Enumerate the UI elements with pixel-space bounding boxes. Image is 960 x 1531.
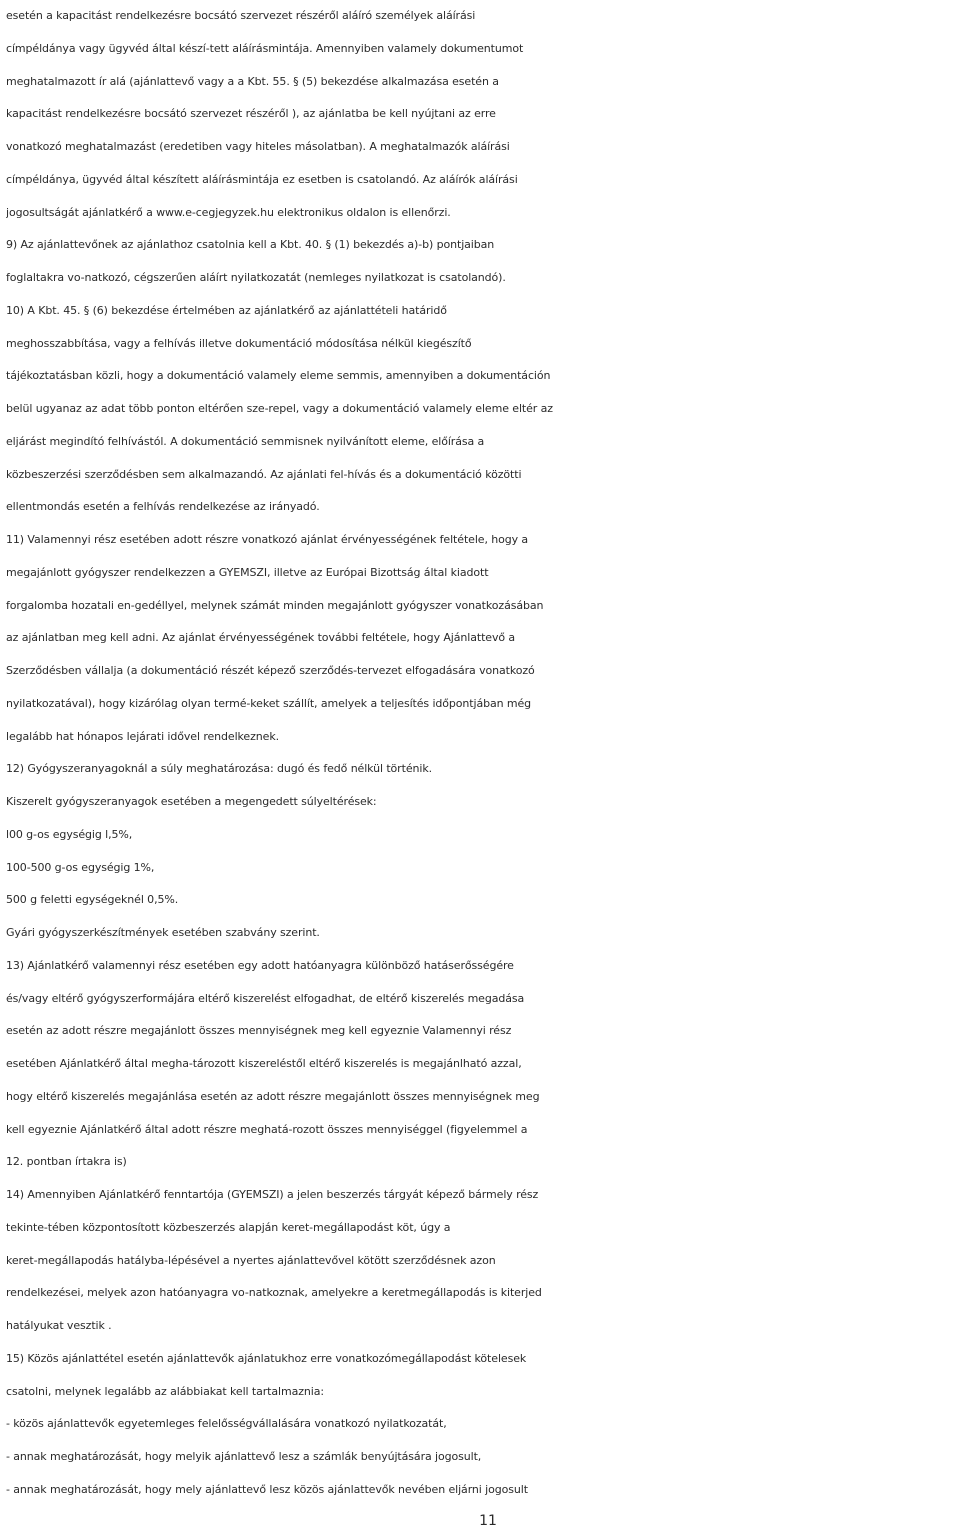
text-line: címpéldánya vagy ügyvéd által készí-tett aláírásmintája. Amennyiben valamely dokumentumot bbox=[6, 41, 524, 55]
text-line: címpéldánya, ügyvéd által készített aláírásmintája ez esetben is csatolandó. Az aláírók aláírási bbox=[6, 172, 518, 186]
text-line: csatolni, melynek legalább az alábbiakat kell tartalmaznia: bbox=[6, 1384, 324, 1398]
text-line: 13) Ajánlatkérő valamennyi rész esetében egy adott hatóanyagra különböző hatáserősségére bbox=[6, 958, 514, 972]
text-line: 100-500 g-os egységig 1%, bbox=[6, 860, 155, 874]
text-line: rendelkezései, melyek azon hatóanyagra vo-natkoznak, amelyekre a keretmegállapodás is kiterjed bbox=[6, 1286, 542, 1300]
text-line: 9) Az ajánlattevőnek az ajánlathoz csatolnia kell a Kbt. 40. § (1) bekezdés a)-b) pontjaiban bbox=[6, 238, 495, 252]
text-line: - annak meghatározását, hogy melyik ajánlattevő lesz a számlák benyújtására jogosult, bbox=[6, 1450, 482, 1463]
text-line: ellentmondás esetén a felhívás rendelkezése az irányadó. bbox=[6, 500, 320, 514]
text-line: Szerződésben vállalja (a dokumentáció részét képező szerződés-tervezet elfogadására vonatkozó bbox=[6, 664, 535, 677]
text-line: nyilatkozatával), hogy kizárólag olyan termé-keket szállít, amelyek a teljesítés időpontjában még bbox=[6, 696, 532, 710]
text-line: esetében Ajánlatkérő által megha-tározott kiszereléstől eltérő kiszerelés is megajánlható azzal, bbox=[6, 1057, 522, 1070]
text-line: kapacitást rendelkezésre bocsátó szervezet részéről ), az ajánlatba be kell nyújtani az erre bbox=[6, 107, 496, 121]
document-body bbox=[6, 0, 956, 1507]
page-number: 11 bbox=[479, 1513, 497, 1529]
text-line: esetén a kapacitást rendelkezésre bocsátó szervezet részéről aláíró személyek aláírási bbox=[6, 9, 476, 22]
text-line: közbeszerzési szerződésben sem alkalmazandó. Az ajánlati fel-hívás és a dokumentáció közötti bbox=[6, 467, 522, 481]
text-line: Gyári gyógyszerkészítmények esetében szabvány szerint. bbox=[6, 926, 320, 939]
text-line: 12. pontban írtakra is) bbox=[6, 1155, 127, 1169]
text-line: 12) Gyógyszeranyagoknál a súly meghatározása: dugó és fedő nélkül történik. bbox=[6, 762, 432, 776]
text-line: 11) Valamennyi rész esetében adott részre vonatkozó ajánlat érvényességének feltétele, hogy a bbox=[6, 533, 529, 546]
text-line: hatályukat vesztik . bbox=[6, 1319, 112, 1332]
text-line: forgalomba hozatali en-gedéllyel, melynek számát minden megajánlott gyógyszer vonatkozásában bbox=[6, 598, 544, 612]
text-line: 14) Amennyiben Ajánlatkérő fenntartója (GYEMSZI) a jelen beszerzés tárgyát képező bármely rész bbox=[6, 1188, 539, 1201]
text-line: kell egyeznie Ajánlatkérő által adott részre meghatá-rozott összes mennyiséggel (figyelemmel a bbox=[6, 1122, 528, 1136]
text-line: 15) Közös ajánlattétel esetén ajánlattevők ajánlatukhoz erre vonatkozómegállapodást kötelesek bbox=[6, 1351, 527, 1365]
text-line: legalább hat hónapos lejárati idővel rendelkeznek. bbox=[6, 729, 279, 743]
text-line: vonatkozó meghatalmazást (eredetiben vagy hiteles másolatban). A meghatalmazók aláírási bbox=[6, 140, 510, 153]
text-line: foglaltakra vo-natkozó, cégszerűen aláírt nyilatkozatát (nemleges nyilatkozat is csatolandó). bbox=[6, 271, 506, 284]
text-line: esetén az adott részre megajánlott összes mennyiségnek meg kell egyeznie Valamennyi rész bbox=[6, 1024, 512, 1038]
text-line: és/vagy eltérő gyógyszerformájára eltérő kiszerelést elfogadhat, de eltérő kiszerelés megadása bbox=[6, 991, 525, 1005]
text-line: meghatalmazott ír alá (ajánlattevő vagy a a Kbt. 55. § (5) bekezdése alkalmazása esetén a bbox=[6, 74, 499, 88]
text-line: keret-megállapodás hatályba-lépésével a nyertes ajánlattevővel kötött szerződésnek azon bbox=[6, 1253, 496, 1267]
text-line: meghosszabbítása, vagy a felhívás illetve dokumentáció módosítása nélkül kiegészítő bbox=[6, 336, 472, 350]
text-line: 10) A Kbt. 45. § (6) bekezdése értelmében az ajánlatkérő az ajánlattételi határidő bbox=[6, 303, 447, 317]
text-line: - annak meghatározását, hogy mely ajánlattevő lesz közös ajánlattevők nevében eljárni jogosult bbox=[6, 1482, 528, 1496]
text-line: - közös ajánlattevők egyetemleges felelősségvállalására vonatkozó nyilatkozatát, bbox=[6, 1417, 447, 1431]
text-line: Kiszerelt gyógyszeranyagok esetében a megengedett súlyeltérések: bbox=[6, 795, 377, 808]
text-line: tájékoztatásban közli, hogy a dokumentáció valamely eleme semmis, amennyiben a dokumentáción bbox=[6, 369, 551, 383]
text-line: eljárást megindító felhívástól. A dokumentáció semmisnek nyilvánított eleme, előírása a bbox=[6, 434, 485, 448]
text-line: jogosultságát ajánlatkérő a www.e-cegjegyzek.hu elektronikus oldalon is ellenőrzi. bbox=[6, 205, 451, 219]
text-line: l00 g-os egységig l,5%, bbox=[6, 827, 133, 841]
text-line: megajánlott gyógyszer rendelkezzen a GYEMSZI, illetve az Európai Bizottság által kiadott bbox=[6, 565, 489, 579]
text-line: 500 g feletti egységeknél 0,5%. bbox=[6, 893, 179, 907]
text-line: tekinte-tében központosított közbeszerzés alapján keret-megállapodást köt, úgy a bbox=[6, 1220, 451, 1234]
text-line: az ajánlatban meg kell adni. Az ajánlat érvényességének további feltétele, hogy Ajánlattevő a bbox=[6, 631, 516, 645]
text-line: belül ugyanaz az adat több ponton eltérően sze-repel, vagy a dokumentáció valamely eleme eltér az bbox=[6, 402, 553, 415]
text-line: hogy eltérő kiszerelés megajánlása esetén az adott részre megajánlott összes mennyiségnek meg bbox=[6, 1089, 540, 1103]
